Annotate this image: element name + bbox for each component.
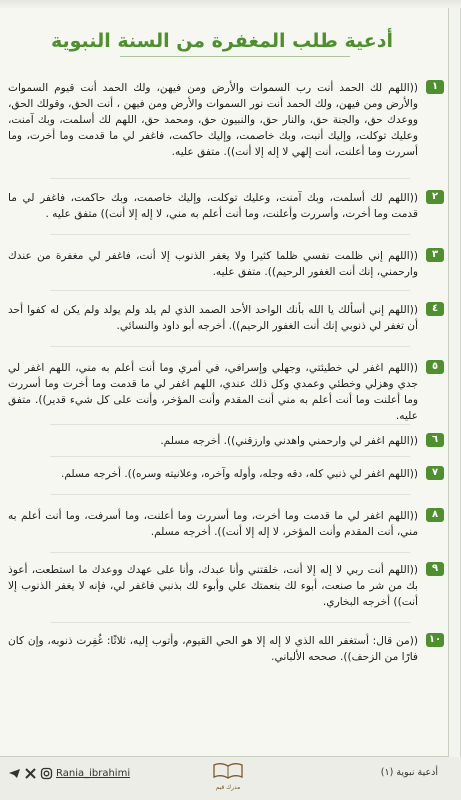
hadith-9 [8,562,444,610]
page-title: أدعية طلب المغفرة من السنة النبوية [50,30,394,52]
x-icon [24,767,37,780]
hadith-number: ١٠ [426,633,444,647]
handle-text: Rania_ibrahimi [56,768,131,779]
social-handle [8,767,130,780]
hadith-1 [8,80,444,160]
hadith-number: ٨ [426,508,444,522]
hadith-text: ((اللهم إني أسألك يا الله بأنك الواحد الأحد الصمد الذي لم يلد ولم يولد ولم يكن له كفوا أحد أن تغفر لي ذنوبي إنك أنت الغفور الرحيم)). أخرجه أبو داود والنسائي. [8,304,418,332]
hadith-6 [8,433,444,449]
hadith-text: ((اللهم أنت ربي لا إله إلا أنت، خلقتني وأنا عبدك، وأنا على عهدك ووعدك ما استطعت، أعوذ بك من شر ما صنعت، أبوء لك بنعمتك علي وأبوء لك بذنبي فاغفر لي، فإنه لا يغفر الذنوب إلا أنت)) أخرجه البخاري. [8,564,418,608]
hadith-number: ١ [426,80,444,94]
series-label: أدعية نبوية (١) [380,767,438,778]
hadith-5 [8,360,444,424]
hadith-3 [8,248,444,280]
divider [50,178,410,179]
logo-text: مدرك قيم [215,784,241,791]
hadith-text: ((من قال: أستغفر الله الذي لا إله إلا هو الحي القيوم، وأتوب إليه، ثلاثًا: غُفِرت ذنوبه، وإن كان فارًا من الزحف)). صححه الألباني. [8,635,418,663]
title-divider [120,56,350,57]
hadith-7 [8,466,444,482]
hadith-10 [8,633,444,665]
instagram-icon [40,767,53,780]
book-icon [212,762,244,780]
divider [50,622,410,623]
hadith-number: ٦ [426,433,444,447]
divider [50,424,410,425]
hadith-text: ((اللهم لك أسلمت، وبك آمنت، وعليك توكلت، وإليك خاصمت، وبك حاكمت، فاغفر لي ما قدمت وما أخرت، وأسررت وأعلنت، وما أنت أعلم به مني، لا إله إلا أنت)) متفق عليه . [8,192,418,220]
hadith-text: ((اللهم اغفر لي ما قدمت وما أخرت، وما أسررت وما أعلنت، وما أسرفت، وما أنت أعلم به مني، أنت المقدم وأنت المؤخر، لا إله إلا أنت)). أخرجه مسلم. [8,510,418,538]
divider [50,290,410,291]
hadith-text: ((اللهم اغفر لي ذنبي كله، دقه وجله، وأوله وآخره، وعلانيته وسره)). أخرجه مسلم. [60,468,418,480]
hadith-text: ((اللهم اغفر لي خطيئتي، وجهلي وإسرافي، في أمري وما أنت أعلم به مني، اللهم اغفر لي جدي وهزلي وخطئي وعمدي وكل ذلك عندي، اللهم اغفر لي ما قدمت وما أخرت وما أسررت وما أعلنت وما أنت أعلم به مني أنت المقدم وأنت المؤخر، وأنت على كل شيء قدير)). متفق عليه. [8,362,418,422]
brand-logo [205,762,251,792]
hadith-number: ٧ [426,466,444,480]
hadith-text: ((اللهم لك الحمد أنت رب السموات والأرض ومن فيهن، ولك الحمد أنت قيوم السموات والأرض ومن فيهن، ولك الحمد أنت نور السموات والأرض ومن فيهن ، أنت الحق، وقولك الحق، ووعدك حق، والجنة حق، والنار حق، والنبيون حق، ومحمد حق، اللهم لك أسلمت، وبك آمنت، وعليك توكلت، وإليك أنبت، وبك خاصمت، وإليك حاكمت، فاغفر لي ما قدمت وما أخرت، وما أسررت وما أعلنت، أنت إلهي لا إله إلا أنت)). متفق عليه. [8,82,418,158]
hadith-number: ٤ [426,302,444,316]
hadith-2 [8,190,444,222]
hadith-text: ((اللهم اغفر لي وارحمني واهدني وارزقني)). أخرجه مسلم. [160,435,418,447]
hadith-number: ٩ [426,562,444,576]
hadith-number: ٥ [426,360,444,374]
telegram-icon [8,767,21,780]
hadith-8 [8,508,444,540]
divider [50,552,410,553]
hadith-4 [8,302,444,334]
divider [50,234,410,235]
hadith-text: ((اللهم إني ظلمت نفسي ظلما كثيرا ولا يغفر الذنوب إلا أنت، فاغفر لي مغفرة من عندك وارحمني، إنك أنت الغفور الرحيم)). متفق عليه. [8,250,418,278]
divider [50,456,410,457]
hadith-number: ٢ [426,190,444,204]
divider [50,346,410,347]
top-strip [0,0,461,8]
divider [50,494,410,495]
hadith-number: ٣ [426,248,444,262]
